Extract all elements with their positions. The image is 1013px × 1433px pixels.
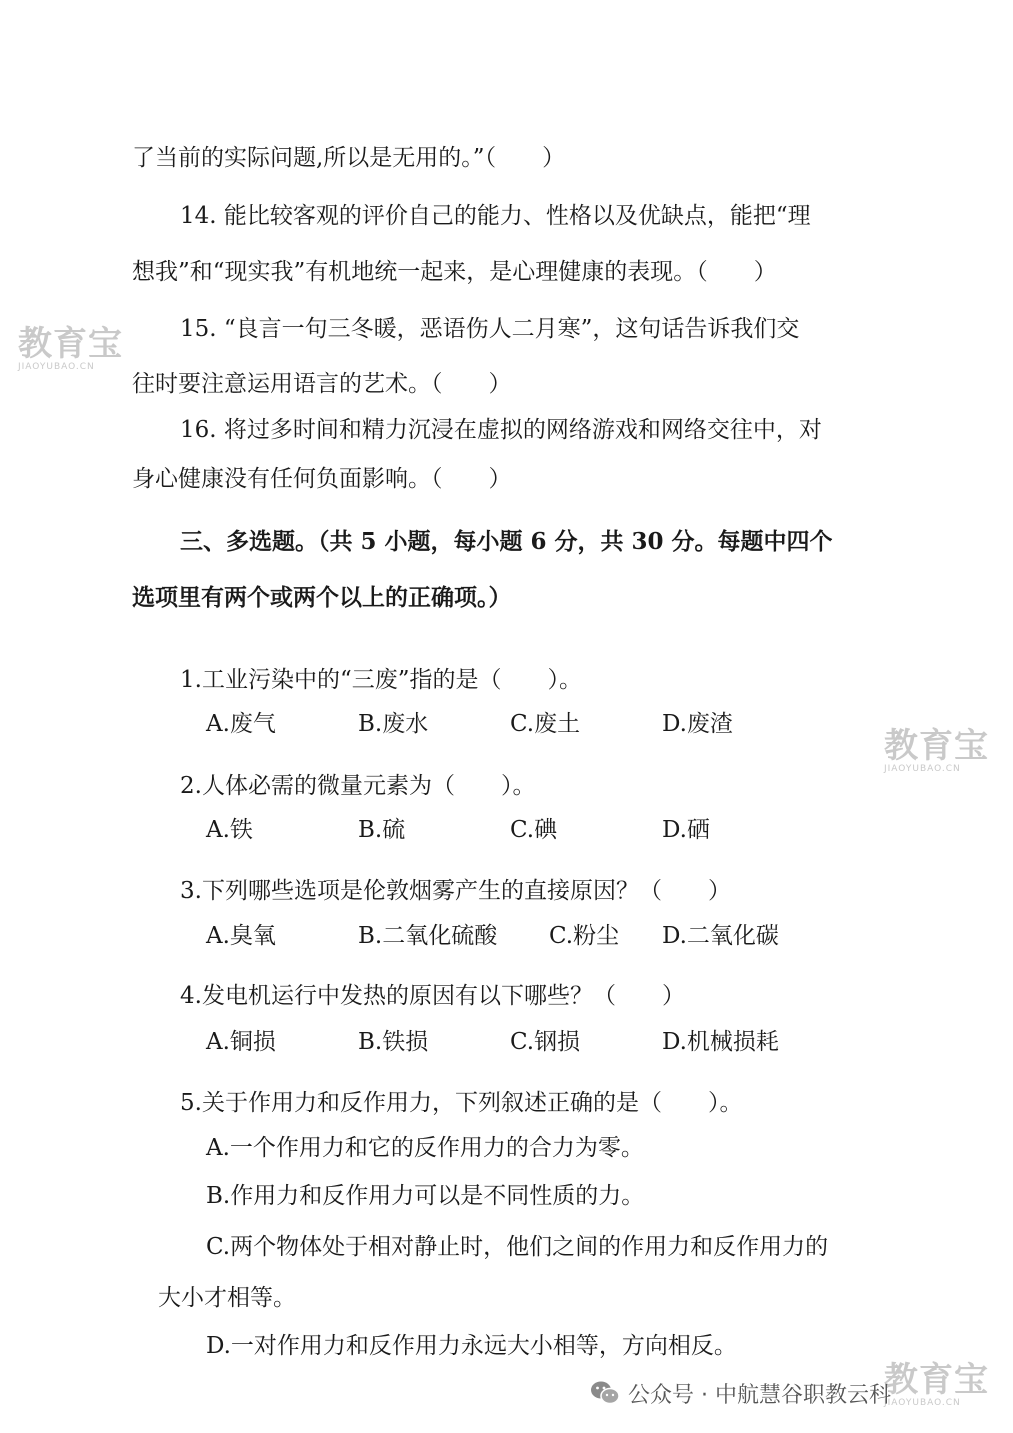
question-1-option-a: A.废气	[206, 711, 276, 737]
question-1-option-c: C.废土	[510, 711, 581, 737]
section-heading-line2: 选项里有两个或两个以上的正确项。）	[132, 584, 512, 611]
question-3-option-c: C.粉尘	[549, 923, 620, 949]
watermark-bottom-url: JIAOYUBAO.CN	[884, 1398, 961, 1408]
question-3-option-a: A.臭氧	[206, 923, 276, 949]
question-4-option-d: D.机械损耗	[662, 1029, 779, 1055]
wechat-footer	[590, 1375, 891, 1411]
question-15-line1: 15. “良言一句三冬暖，恶语伤人二月寒”，这句话告诉我们交	[180, 316, 800, 342]
question-3-option-b: B.二氧化硫酸	[358, 923, 498, 949]
watermark-right-logo: 教育宝	[884, 726, 989, 766]
question-2-stem: 2.人体必需的微量元素为（ ）。	[180, 773, 536, 799]
watermark-right	[884, 728, 989, 774]
question-16-line1: 16. 将过多时间和精力沉浸在虚拟的网络游戏和网络交往中，对	[180, 417, 822, 443]
question-5-option-d: D.一对作用力和反作用力永远大小相等，方向相反。	[206, 1333, 737, 1359]
question-2-option-d: D.硒	[662, 817, 710, 843]
question-4-option-a: A.铜损	[206, 1029, 276, 1055]
question-1-option-b: B.废水	[358, 711, 429, 737]
watermark-left-url: JIAOYUBAO.CN	[18, 362, 95, 372]
footer-text: 公众号 · 中航慧谷职教云科	[628, 1382, 891, 1408]
question-5-option-b: B.作用力和反作用力可以是不同性质的力。	[206, 1183, 645, 1209]
watermark-bottom	[884, 1362, 989, 1408]
watermark-left-logo: 教育宝	[18, 324, 123, 364]
question-1-stem: 1.工业污染中的“三废”指的是（ ）。	[180, 667, 582, 693]
watermark-bottom-logo: 教育宝	[884, 1360, 989, 1400]
question-5-option-a: A.一个作用力和它的反作用力的合力为零。	[206, 1135, 644, 1161]
question-1-option-d: D.废渣	[662, 711, 733, 737]
question-3-stem: 3.下列哪些选项是伦敦烟雾产生的直接原因？（ ）	[180, 878, 731, 904]
watermark-right-url: JIAOYUBAO.CN	[884, 764, 961, 774]
question-2-option-a: A.铁	[206, 817, 253, 843]
question-3-option-d: D.二氧化碳	[662, 923, 779, 949]
wechat-icon	[590, 1380, 620, 1406]
question-4-stem: 4.发电机运行中发热的原因有以下哪些？（ ）	[180, 983, 685, 1009]
section-heading-line1: 三、多选题。（共 5 小题，每小题 6 分，共 30 分。每题中四个	[180, 528, 833, 555]
question-5-option-c-line2: 大小才相等。	[158, 1285, 296, 1311]
question-2-option-b: B.硫	[358, 817, 406, 843]
question-16-line2: 身心健康没有任何负面影响。（ ）	[132, 466, 512, 492]
question-5-option-c-line1: C.两个物体处于相对静止时，他们之间的作用力和反作用力的	[206, 1234, 829, 1260]
question-4-option-c: C.钢损	[510, 1029, 581, 1055]
watermark-left	[18, 326, 123, 372]
question-2-option-c: C.碘	[510, 817, 558, 843]
question-14-line1: 14. 能比较客观的评价自己的能力、性格以及优缺点，能把“理	[180, 203, 811, 229]
question-4-option-b: B.铁损	[358, 1029, 429, 1055]
question-5-stem: 5.关于作用力和反作用力，下列叙述正确的是（ ）。	[180, 1090, 743, 1116]
question-13-tail: 了当前的实际问题,所以是无用的。”（ ）	[132, 145, 566, 171]
question-15-line2: 往时要注意运用语言的艺术。（ ）	[132, 371, 512, 397]
question-14-line2: 想我”和“现实我”有机地统一起来，是心理健康的表现。（ ）	[132, 259, 777, 285]
